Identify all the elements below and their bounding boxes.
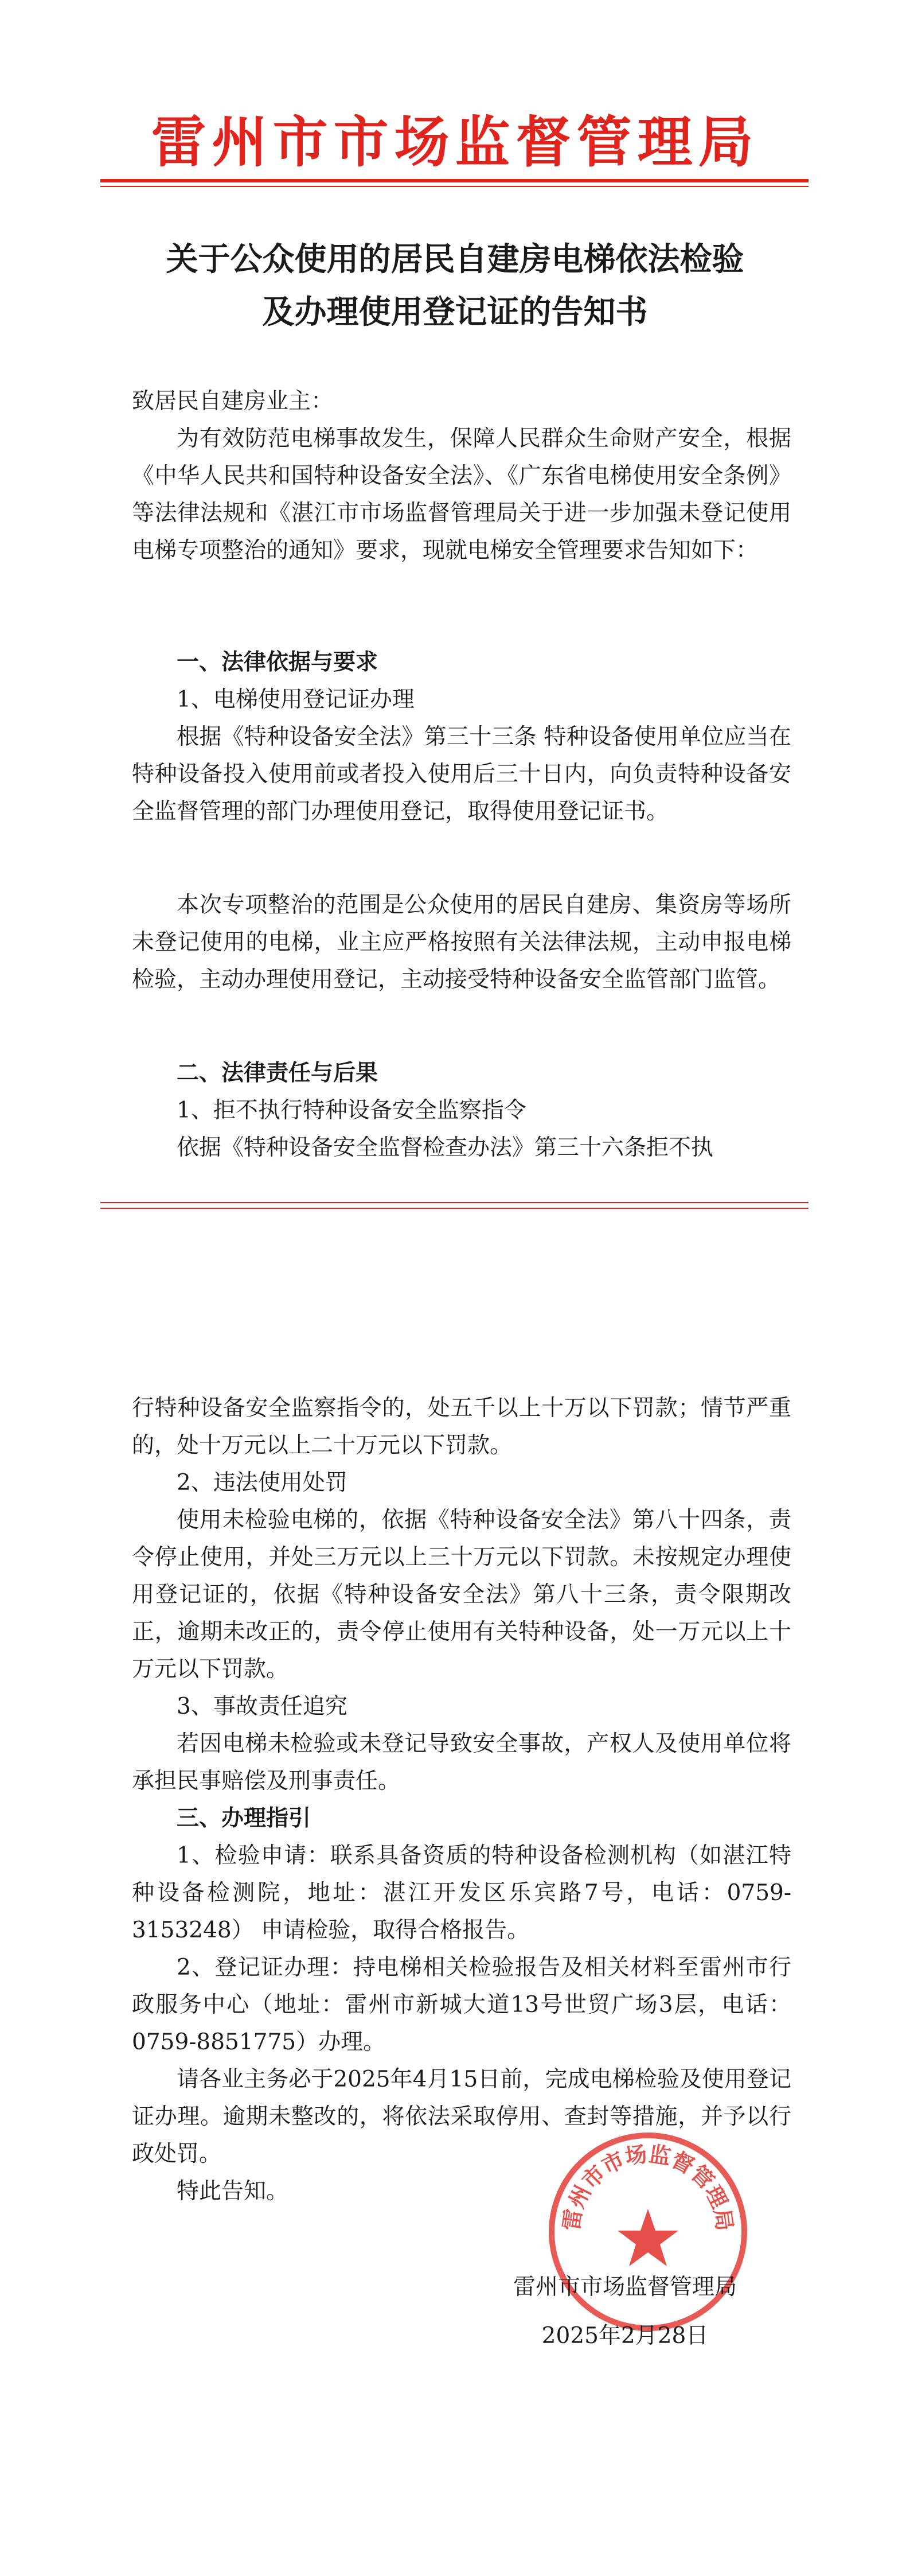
item-1-1-body: 根据《特种设备安全法》第三十三条 特种设备使用单位应当在特种设备投入使用前或者投入使用后三十日内，向负责特种设备安全监督管理的部门办理使用登记，取得使用登记证书。 [132, 724, 791, 824]
item-2-2-heading: 2、违法使用处罚 [177, 1470, 347, 1496]
item-2-3-body: 若因电梯未检验或未登记导致安全事故，产权人及使用单位将承担民事赔偿及刑事责任。 [132, 1731, 791, 1794]
item-3-2-body: 2、登记证办理：持电梯相关检验报告及相关材料至雷州市行政服务中心（地址：雷州市新城大道13号世贸广场3层，电话：0759-8851775）办理。 [132, 1955, 791, 2055]
deadline-paragraph: 请各业主务必于2025年4月15日前，完成电梯检验及使用登记证办理。逾期未整改的，将依法采取停用、查封等措施，并予以行政处罚。 [132, 2067, 791, 2167]
section-1-heading: 一、法律依据与要求 [177, 649, 378, 675]
intro-paragraph: 为有效防范电梯事故发生，保障人民群众生命财产安全，根据《中华人民共和国特种设备安全法》、《广东省电梯使用安全条例》等法律法规和《湛江市市场监督管理局关于进一步加强未登记使用电梯专项整治的通知》要求，现就电梯安全管理要求告知如下： [132, 426, 791, 563]
signature-org: 雷州市市场监督管理局 [513, 2274, 737, 2300]
item-2-3-heading: 3、事故责任追究 [177, 1694, 347, 1719]
page-break-rule-1 [100, 1202, 809, 1203]
item-1-1-heading: 1、电梯使用登记证办理 [177, 687, 415, 713]
item-3-1-body: 1、检验申请：联系具备资质的特种设备检测机构（如湛江特种设备检测院，地址：湛江开发区乐宾路7号，电话：0759-3153248） 申请检验，取得合格报告。 [132, 1843, 791, 1943]
signature-date: 2025年2月28日 [541, 2323, 709, 2349]
item-2-1-body-start: 依据《特种设备安全监督检查办法》第三十六条拒不执 [177, 1135, 714, 1161]
page-break-rule-2 [100, 1208, 809, 1209]
closing-text: 特此告知。 [177, 2178, 289, 2204]
salutation: 致居民自建房业主： [132, 388, 334, 414]
header-rule-thin [100, 186, 809, 187]
notice-title-line2: 及办理使用登记证的告知书 [262, 294, 648, 331]
item-2-1-body-cont: 行特种设备安全监察指令的，处五千以上十万以下罚款；情节严重的，处十万元以上二十万元以下罚款。 [132, 1395, 791, 1458]
scope-paragraph: 本次专项整治的范围是公众使用的居民自建房、集资房等场所未登记使用的电梯，业主应严格按照有关法律法规，主动申报电梯检验，主动办理使用登记，主动接受特种设备安全监管部门监管。 [132, 892, 791, 993]
official-seal-icon [545, 2128, 751, 2335]
header-rule-thick [100, 179, 809, 182]
section-3-heading: 三、办理指引 [177, 1805, 311, 1831]
section-2-heading: 二、法律责任与后果 [177, 1060, 378, 1086]
notice-title-line1: 关于公众使用的居民自建房电梯依法检验 [166, 241, 744, 278]
seal-text: 雷州市市场监督管理局 [558, 2141, 738, 2233]
agency-header: 雷州市市场监督管理局 [151, 110, 759, 174]
item-2-1-heading: 1、拒不执行特种设备安全监察指令 [177, 1098, 526, 1123]
item-2-2-body: 使用未检验电梯的，依据《特种设备安全法》第八十四条，责令停止使用，并处三万元以上三十万元以下罚款。未按规定办理使用登记证的，依据《特种设备安全法》第八十三条，责令限期改正，逾期未改正的，责令停止使用有关特种设备，处一万元以上十万元以下罚款。 [132, 1507, 791, 1682]
